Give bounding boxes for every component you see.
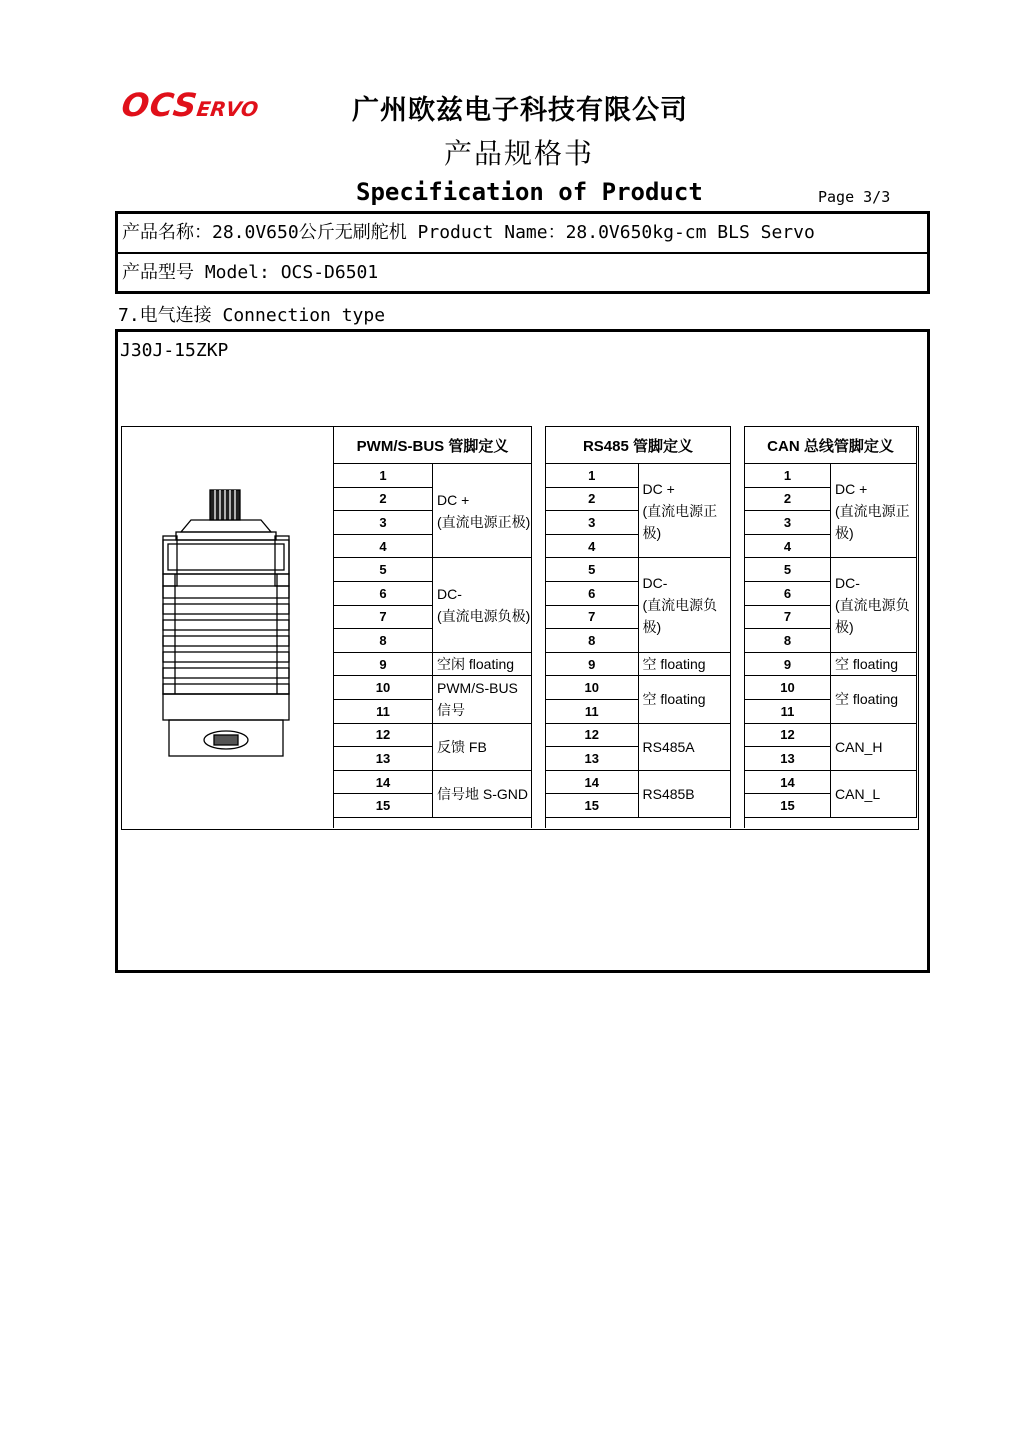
pin-definition bbox=[831, 723, 917, 770]
pin-definition-line: CAN_H bbox=[835, 738, 883, 755]
pin-number: 12 bbox=[745, 723, 831, 747]
pin-definition-line: CAN_L bbox=[835, 785, 881, 802]
pin-definition-line: (直流电源负极) bbox=[437, 608, 531, 625]
pin-number: 14 bbox=[334, 770, 433, 794]
table-row bbox=[334, 676, 532, 700]
pin-number: 3 bbox=[546, 511, 639, 535]
pin-definition-line: DC- bbox=[437, 586, 462, 603]
pin-number: 7 bbox=[334, 605, 433, 629]
pin-table-header: RS485 管脚定义 bbox=[546, 427, 731, 464]
pin-definition-line: (直流电源正极) bbox=[642, 502, 718, 541]
pin-number: 1 bbox=[334, 464, 433, 488]
product-info-box bbox=[115, 211, 930, 294]
table-row bbox=[334, 464, 532, 488]
pin-number: 13 bbox=[745, 747, 831, 771]
pin-definition bbox=[433, 723, 532, 770]
pin-definition bbox=[433, 676, 532, 723]
pin-definition-line: 空 floating bbox=[835, 691, 899, 708]
pin-definition bbox=[638, 723, 731, 770]
table-row bbox=[745, 770, 917, 794]
pin-definition bbox=[433, 558, 532, 652]
pin-number: 5 bbox=[334, 558, 433, 582]
pin-table-header: PWM/S-BUS 管脚定义 bbox=[334, 427, 532, 464]
pin-number: 8 bbox=[334, 629, 433, 653]
pin-number: 13 bbox=[546, 747, 639, 771]
rs485-pin-table bbox=[545, 426, 731, 818]
table-gap-2 bbox=[730, 426, 745, 828]
pin-definition-line: DC- bbox=[642, 575, 668, 592]
pin-number: 10 bbox=[745, 676, 831, 700]
company-name: 广州欧兹电子科技有限公司 bbox=[352, 95, 688, 126]
pin-definition bbox=[638, 464, 731, 558]
pin-number: 6 bbox=[546, 581, 639, 605]
table-row bbox=[745, 652, 917, 676]
product-name-row: 产品名称：28.0V650公斤无刷舵机 Product Name：28.0V650kg-cm BLS Servo bbox=[122, 222, 815, 243]
pin-definition-line: 空 floating bbox=[642, 691, 706, 708]
servo-drawing bbox=[121, 426, 333, 828]
pin-definition bbox=[638, 676, 731, 723]
pin-definition-line: (直流电源负极) bbox=[835, 597, 910, 636]
table-row bbox=[745, 723, 917, 747]
product-model-row: 产品型号 Model: OCS-D6501 bbox=[118, 252, 927, 290]
pin-number: 15 bbox=[334, 794, 433, 818]
document-title: 产品规格书 bbox=[444, 137, 595, 170]
pin-number: 2 bbox=[745, 487, 831, 511]
pin-number: 11 bbox=[745, 699, 831, 723]
pin-definition-line: PWM/S-BUS 信号 bbox=[437, 680, 518, 719]
pin-number: 9 bbox=[546, 652, 639, 676]
pin-definition-line: DC + bbox=[835, 480, 868, 497]
table-row bbox=[546, 723, 731, 747]
pin-number: 4 bbox=[334, 534, 433, 558]
pin-definition-line: 反馈 FB bbox=[437, 738, 487, 755]
table-row bbox=[745, 464, 917, 488]
table-row bbox=[745, 558, 917, 582]
pin-table-header: CAN 总线管脚定义 bbox=[745, 427, 917, 464]
pin-number: 7 bbox=[546, 605, 639, 629]
pwm-sbus-pin-table bbox=[333, 426, 532, 818]
table-row bbox=[334, 652, 532, 676]
pin-definition-line: DC- bbox=[835, 575, 860, 592]
section-heading: 7.电气连接 Connection type bbox=[118, 305, 386, 326]
pin-number: 12 bbox=[546, 723, 639, 747]
pin-number: 11 bbox=[546, 699, 639, 723]
pin-definition-line: RS485B bbox=[642, 785, 695, 802]
pin-definition-line: DC + bbox=[642, 480, 675, 497]
connector-type-label: J30J-15ZKP bbox=[120, 340, 229, 361]
pin-number: 14 bbox=[745, 770, 831, 794]
table-row bbox=[546, 652, 731, 676]
pin-number: 3 bbox=[334, 511, 433, 535]
pin-definition bbox=[831, 652, 917, 676]
pin-number: 5 bbox=[745, 558, 831, 582]
pin-number: 4 bbox=[745, 534, 831, 558]
pin-number: 14 bbox=[546, 770, 639, 794]
pin-definition bbox=[433, 464, 532, 558]
pin-definition bbox=[433, 652, 532, 676]
document-subtitle: Specification of Product bbox=[356, 178, 703, 206]
pin-number: 6 bbox=[745, 581, 831, 605]
pin-definition bbox=[638, 770, 731, 817]
pin-number: 9 bbox=[745, 652, 831, 676]
pin-definition-line: 信号地 S-GND bbox=[437, 785, 528, 802]
pin-number: 8 bbox=[745, 629, 831, 653]
pin-definition bbox=[831, 770, 917, 817]
pin-number: 3 bbox=[745, 511, 831, 535]
pin-definition bbox=[638, 558, 731, 652]
pin-number: 7 bbox=[745, 605, 831, 629]
table-gap-1 bbox=[531, 426, 546, 828]
pin-definition-line: 空 floating bbox=[642, 656, 706, 673]
table-row bbox=[546, 464, 731, 488]
pin-definition-line: DC + bbox=[437, 491, 470, 508]
table-row bbox=[546, 558, 731, 582]
page-number: Page 3/3 bbox=[818, 188, 891, 206]
table-row bbox=[334, 723, 532, 747]
pin-definition-line: (直流电源正极) bbox=[835, 502, 910, 541]
table-row bbox=[546, 676, 731, 700]
pin-definition bbox=[831, 558, 917, 652]
pin-number: 9 bbox=[334, 652, 433, 676]
servo-illustration-cell bbox=[121, 426, 334, 828]
can-bus-pin-table bbox=[744, 426, 917, 818]
table-row bbox=[334, 770, 532, 794]
table-row bbox=[745, 676, 917, 700]
company-logo bbox=[119, 86, 294, 122]
pin-number: 2 bbox=[546, 487, 639, 511]
pin-definition bbox=[638, 652, 731, 676]
pin-number: 11 bbox=[334, 699, 433, 723]
pin-definition bbox=[831, 464, 917, 558]
table-row bbox=[546, 770, 731, 794]
pin-number: 8 bbox=[546, 629, 639, 653]
table-row bbox=[334, 558, 532, 582]
pin-definition-line: (直流电源负极) bbox=[642, 597, 718, 636]
pin-number: 12 bbox=[334, 723, 433, 747]
pin-definition-line: 空 floating bbox=[835, 656, 899, 673]
logo-main: OCS bbox=[119, 86, 201, 124]
pin-number: 10 bbox=[546, 676, 639, 700]
pin-number: 4 bbox=[546, 534, 639, 558]
pin-number: 6 bbox=[334, 581, 433, 605]
pin-definition bbox=[433, 770, 532, 817]
pin-number: 13 bbox=[334, 747, 433, 771]
pin-number: 1 bbox=[546, 464, 639, 488]
pin-definition-line: RS485A bbox=[642, 738, 695, 755]
pin-definition-line: 空闲 floating bbox=[437, 656, 515, 673]
pin-number: 10 bbox=[334, 676, 433, 700]
logo-suffix: ERVO bbox=[195, 97, 260, 121]
pin-number: 15 bbox=[745, 794, 831, 818]
pin-number: 1 bbox=[745, 464, 831, 488]
pin-definition-line: (直流电源正极) bbox=[437, 513, 531, 530]
pin-number: 15 bbox=[546, 794, 639, 818]
pin-number: 5 bbox=[546, 558, 639, 582]
pin-definition bbox=[831, 676, 917, 723]
pin-number: 2 bbox=[334, 487, 433, 511]
